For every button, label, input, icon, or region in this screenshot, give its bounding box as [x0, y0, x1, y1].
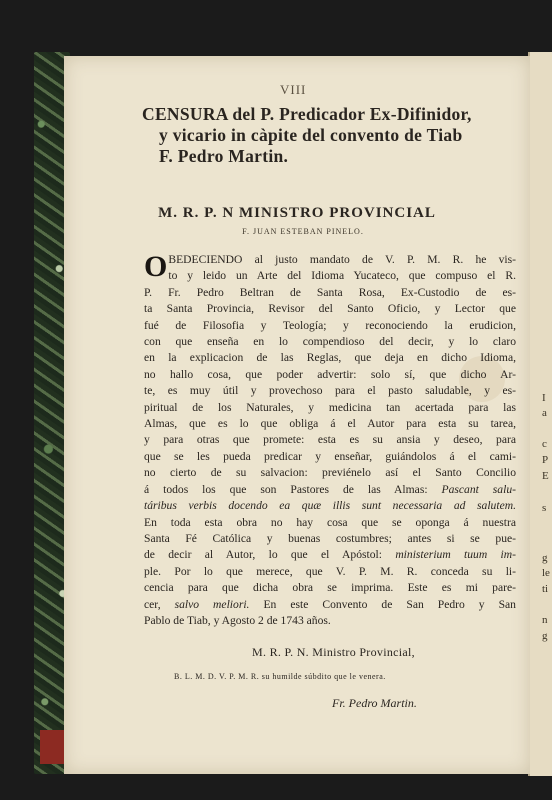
author-line: F. JUAN ESTEBAN PINELO.	[242, 227, 364, 236]
facing-glyph: ti	[542, 583, 549, 595]
page-title	[142, 104, 502, 167]
text-line: Almas, que es lo que obliga á el Autor para esta su tarea,	[144, 417, 516, 431]
text-line: Pablo de Tiab, y Agosto 2 de 1743 años.	[144, 613, 331, 627]
text-line: en la explicacion de las Reglas, que deja en dicho Idioma,	[144, 351, 516, 365]
facing-glyph: s	[542, 502, 547, 514]
facing-glyph: n	[542, 614, 548, 626]
text-line: BEDECIENDO al justo mandato de V. P. M. R. he vis-	[168, 253, 516, 266]
document-page	[64, 56, 530, 774]
text-line	[144, 547, 516, 563]
text-line: con que enseña en lo compendioso del decir, y lo claro	[144, 335, 516, 349]
text-line: fué de Filosofia y Teología; y reconociendo la erudicion,	[144, 318, 516, 332]
text-fragment: En este Convento de San Pedro y San	[263, 597, 516, 611]
text-line: y para otras que promete: esta es su ansia y deseo, para	[144, 433, 516, 447]
text-line: P. Fr. Pedro Beltran de Santa Rosa, Ex-Custodio de es-	[144, 285, 516, 299]
text-line: que se les pueda predicar y enseñar, guiándolos á el cami-	[144, 449, 516, 463]
courtesy-formula: B. L. M. D. V. P. M. R. su humilde súbdito que le venera.	[174, 672, 386, 681]
text-line	[144, 498, 516, 514]
latin-quote: salvo meliori.	[174, 597, 250, 611]
text-line: En toda esta obra no hay cosa que se oponga á nuestra	[144, 515, 516, 529]
facing-glyph: E	[542, 470, 549, 482]
facing-page-edge	[528, 52, 552, 776]
title-line: F. Pedro Martin.	[159, 146, 289, 166]
censure-text	[144, 252, 516, 629]
text-line: Santa Fé Católica y buenas costumbres; antes si se pue-	[144, 531, 516, 545]
facing-glyph: a	[542, 407, 547, 419]
latin-quote: táribus verbis docendo ea quæ illis sunt necessaria ad salutem.	[144, 499, 516, 513]
text-line: cencia para que dicha obra se imprima. Este es mi pare-	[144, 581, 516, 595]
text-line	[144, 597, 516, 613]
text-line: piritual de los Naturales, y medicina tan acertada para las	[144, 400, 516, 414]
facing-glyph: g	[542, 630, 548, 642]
title-line: CENSURA del P. Predicador Ex-Difinidor,	[142, 104, 472, 124]
closing-salutation: M. R. P. N. Ministro Provincial,	[252, 645, 415, 659]
text-fragment: á todos los que son Pastores de las Almas:	[144, 482, 428, 496]
facing-glyph: I	[542, 392, 546, 404]
signature: Fr. Pedro Martin.	[332, 696, 417, 710]
facing-glyph: c	[542, 438, 547, 450]
text-line: no cierto de su salvacion: previénelo así el Santo Concilio	[144, 466, 516, 480]
facing-glyph: le	[542, 567, 550, 579]
text-line: ta Santa Provincia, Revisor del Santo Oficio, y Lector que	[144, 302, 516, 316]
facing-glyph: P	[542, 454, 549, 466]
text-line	[144, 482, 516, 498]
text-line: ple. Por lo que merece, que V. P. M. R. conceda su li-	[144, 564, 516, 578]
facing-glyph: g	[542, 552, 548, 564]
folio-number: VIII	[280, 82, 307, 97]
drop-cap: O	[144, 250, 168, 283]
text-fragment: cer,	[144, 597, 161, 611]
title-line: y vicario in càpite del convento de Tiab	[159, 125, 463, 145]
text-line: te, es muy útil y provechoso para el pasto saludable, y es-	[144, 384, 516, 398]
latin-quote: Pascant salu-	[441, 482, 516, 496]
text-line: no hallo cosa, que poder advertir: solo sí, que dicho Ar-	[144, 367, 516, 381]
addressee-heading: M. R. P. N MINISTRO PROVINCIAL	[158, 205, 436, 221]
text-line: to y leido un Arte del Idioma Yucateco, que compuso el R.	[168, 269, 516, 283]
text-fragment: de decir al Autor, lo que el Apóstol:	[144, 548, 382, 562]
latin-quote: ministerium tuum im-	[395, 548, 516, 562]
